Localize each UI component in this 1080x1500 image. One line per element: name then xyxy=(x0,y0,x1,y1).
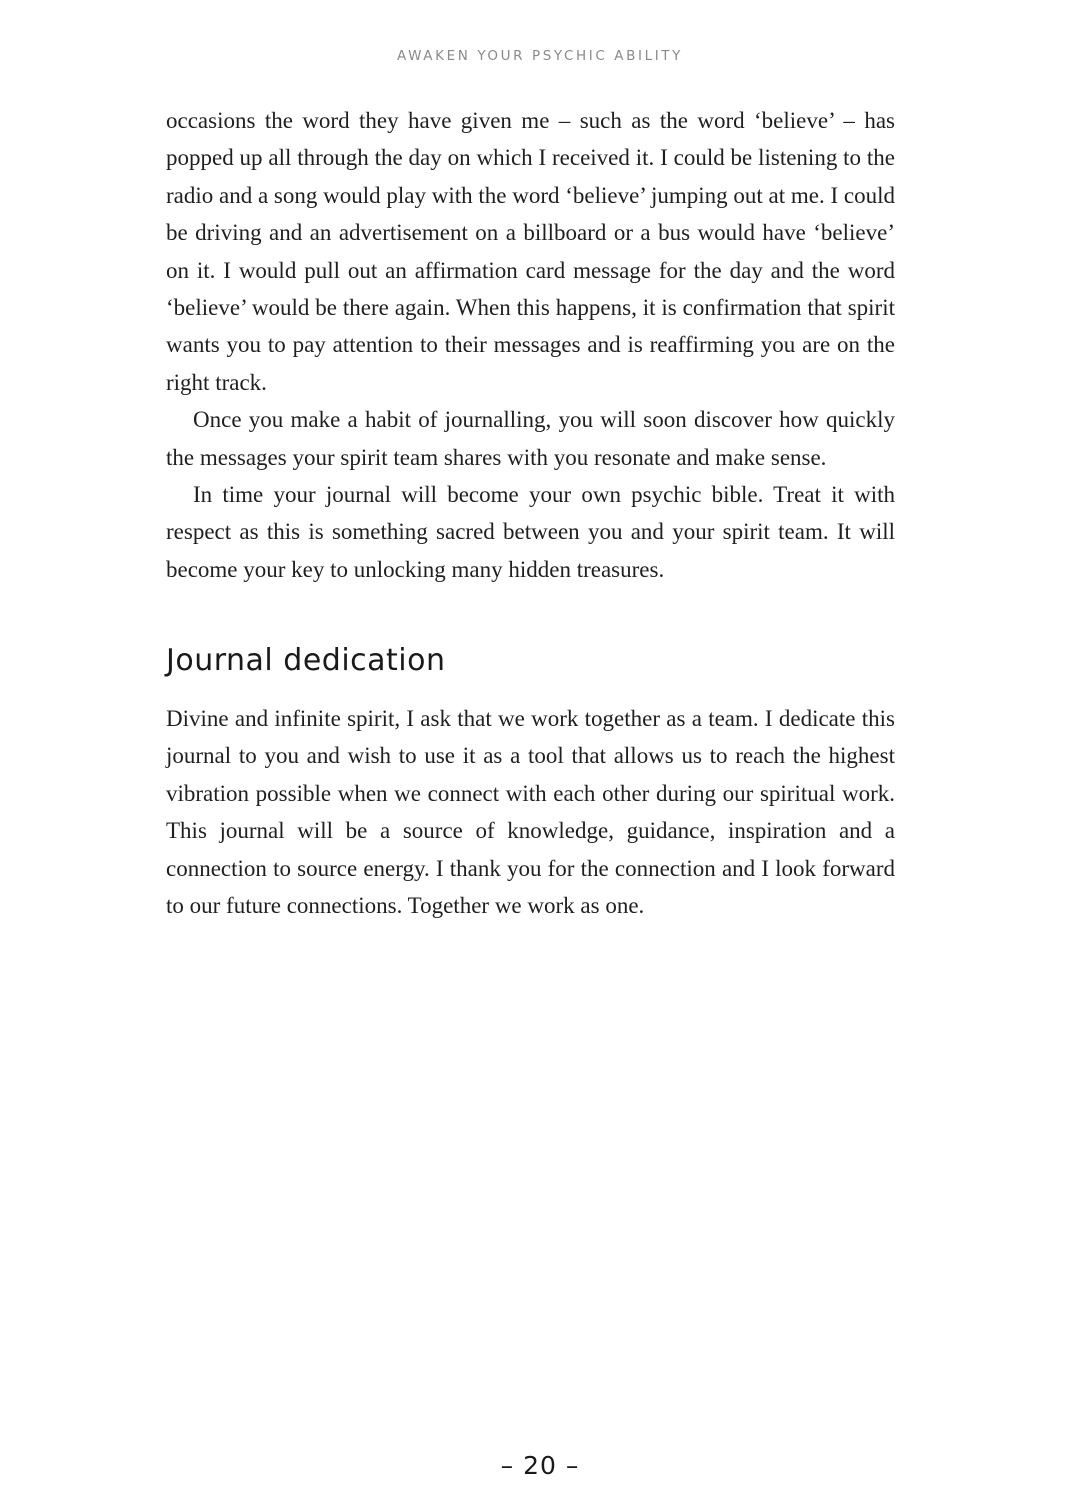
body-paragraph: occasions the word they have given me – such as the word ‘believe’ – has popped up all through the day on which I received it. I could be listening to the radio and a song would play with the word ‘believe’ jumping out at me. I could be driving and an advertisement on a billboard or a bus would have ‘believe’ on it. I would pull out an affirmation card message for the day and the word ‘believe’ would be there again. When this happens, it is confirmation that spirit wants you to pay attention to their messages and is reaffirming you are on the right track. xyxy=(166,108,896,395)
body-paragraph: Once you make a habit of journalling, you will soon discover how quickly the messages your spirit team shares with you resonate and make sense. xyxy=(166,407,895,470)
body-paragraph: In time your journal will become your own psychic bible. Treat it with respect as this is something sacred between you and your spirit team. It will become your key to unlocking many hidden treasures. xyxy=(166,482,895,582)
dedication-paragraph: Divine and infinite spirit, I ask that we work together as a team. I dedicate this journal to you and wish to use it as a tool that allows us to reach the highest vibration possible when we connect with each other during our spiritual work. This journal will be a source of knowledge, guidance, inspiration and a connection to source energy. I thank you for the connection and I look forward to our future connections. Together we work as one. xyxy=(166,706,895,919)
section-heading: Journal dedication xyxy=(166,643,446,678)
dedication-text xyxy=(166,700,895,924)
page-number: – 20 – xyxy=(500,1451,580,1480)
body-text xyxy=(166,102,895,588)
running-header: AWAKEN YOUR PSYCHIC ABILITY xyxy=(397,48,683,64)
